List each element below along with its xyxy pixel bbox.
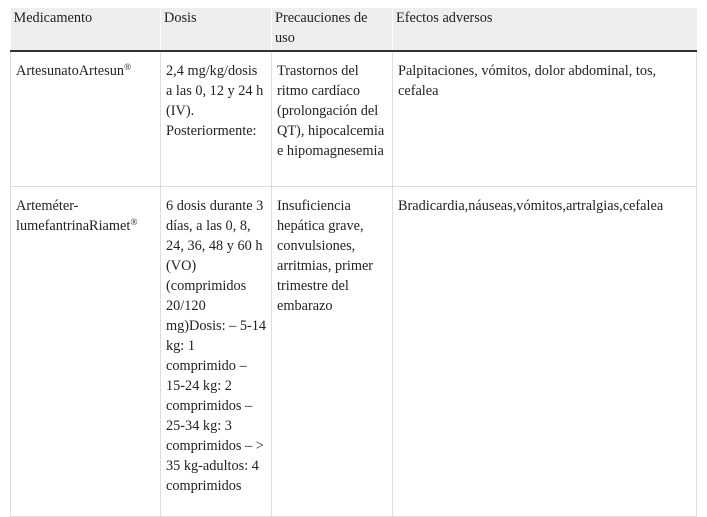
table-body	[11, 51, 697, 517]
cell-adverse-effects: Bradicardia,náuseas,vómitos,artralgias,cefalea	[393, 187, 697, 517]
table-row	[11, 187, 697, 517]
cell-drug	[11, 51, 161, 187]
table-row	[11, 51, 697, 187]
drug-name: ArtesunatoArtesun	[16, 63, 124, 79]
cell-dose: 6 dosis durante 3 días, a las 0, 8, 24, 36, 48 y 60 h (VO) (comprimidos 20/120 mg)Dosis: – 5-14 kg: 1 comprimido – 15-24 kg: 2 comprimidos – 25-34 kg: 3 comprimidos – > 35 kg-adultos: 4 comprimidos	[161, 187, 272, 517]
cell-precautions: Trastornos del ritmo cardíaco (prolongación del QT), hipocalcemia e hipomagnesemia	[272, 51, 393, 187]
table-header	[11, 8, 697, 51]
header-dose: Dosis	[161, 8, 272, 51]
cell-adverse-effects: Palpitaciones, vómitos, dolor abdominal, tos, cefalea	[393, 51, 697, 187]
header-adverse-effects: Efectos adversos	[393, 8, 697, 51]
cell-dose: 2,4 mg/kg/dosis a las 0, 12 y 24 h (IV). Posteriormente:	[161, 51, 272, 187]
drug-table	[10, 8, 697, 517]
cell-precautions: Insuficiencia hepática grave, convulsiones, arritmias, primer trimestre del embarazo	[272, 187, 393, 517]
registered-mark: ®	[124, 63, 132, 73]
header-row	[11, 8, 697, 51]
header-precautions: Precauciones de uso	[272, 8, 393, 51]
header-drug: Medicamento	[11, 8, 161, 51]
registered-mark: ®	[130, 218, 138, 228]
drug-name: Arteméter-lumefantrinaRiamet	[16, 198, 131, 234]
cell-drug	[11, 187, 161, 517]
